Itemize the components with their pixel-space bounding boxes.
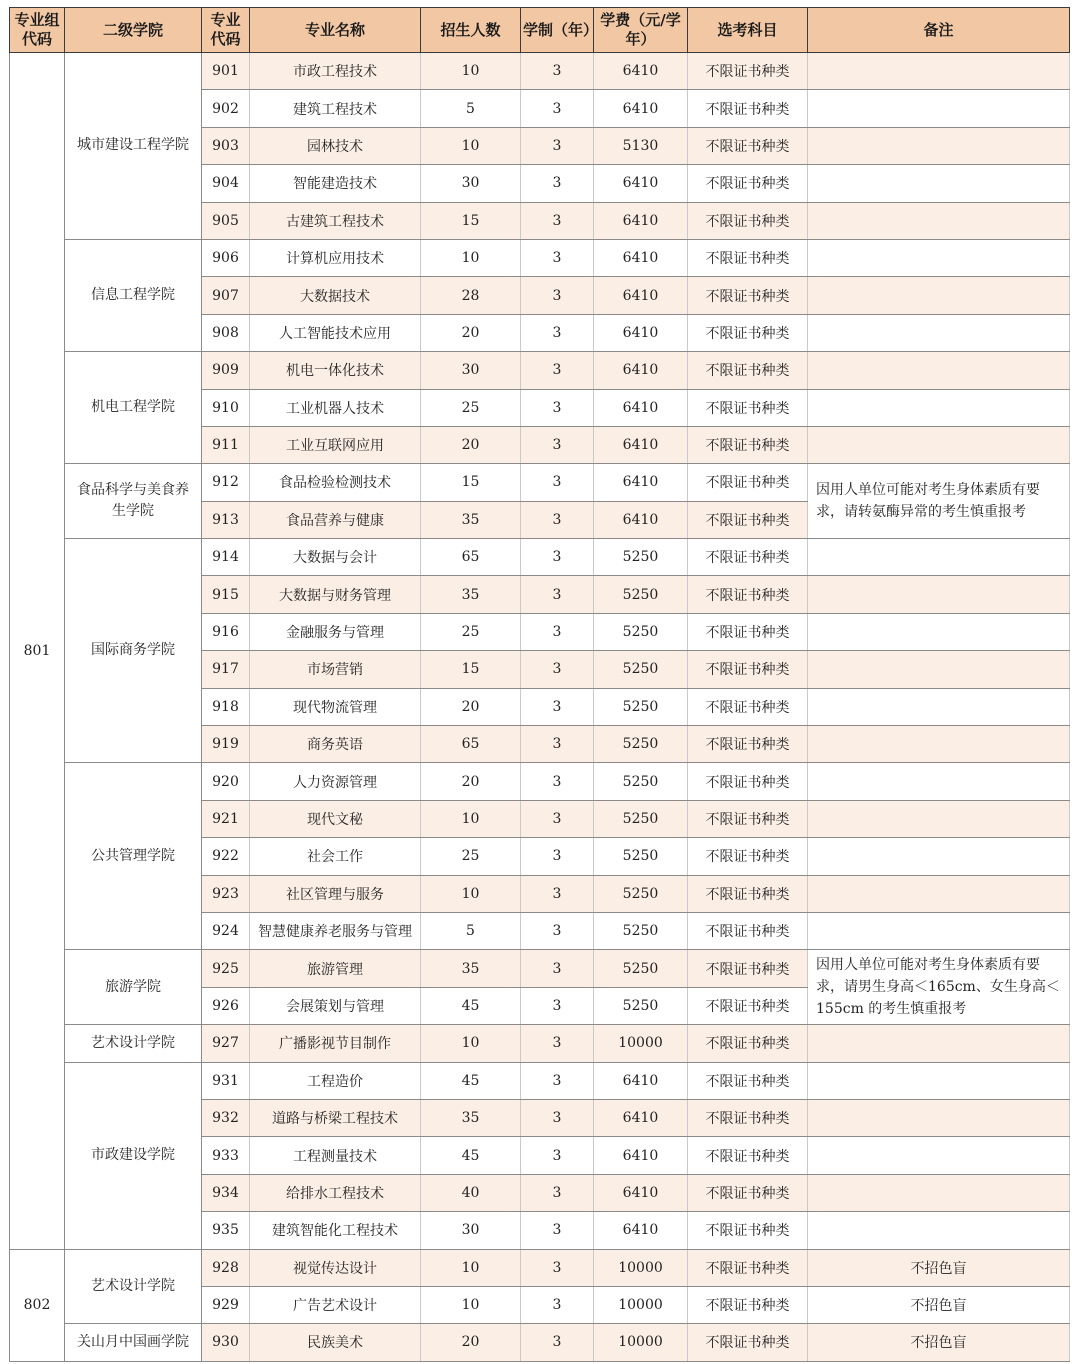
- exam-subject: 不限证书种类: [688, 651, 808, 688]
- enrollment-count: 40: [421, 1174, 521, 1211]
- college-name: 公共管理学院: [65, 763, 202, 950]
- exam-subject: 不限证书种类: [688, 950, 808, 987]
- enrollment-count: 25: [421, 613, 521, 650]
- exam-subject: 不限证书种类: [688, 838, 808, 875]
- college-name: 市政建设学院: [65, 1062, 202, 1249]
- enrollment-count: 65: [421, 726, 521, 763]
- tuition-fee: 5250: [594, 651, 688, 688]
- tuition-fee: 5250: [594, 912, 688, 949]
- exam-subject: 不限证书种类: [688, 1249, 808, 1286]
- enrollment-count: 10: [421, 53, 521, 90]
- program-code: 931: [202, 1062, 250, 1099]
- table-row: [10, 1249, 1070, 1286]
- program-name: 食品检验检测技术: [250, 464, 421, 501]
- tuition-fee: 6410: [594, 1137, 688, 1174]
- program-code: 921: [202, 800, 250, 837]
- tuition-fee: 6410: [594, 277, 688, 314]
- exam-subject: 不限证书种类: [688, 1062, 808, 1099]
- exam-subject: 不限证书种类: [688, 202, 808, 239]
- remarks: [808, 426, 1070, 463]
- program-code: 932: [202, 1099, 250, 1136]
- study-years: 3: [521, 1099, 594, 1136]
- remarks: [808, 912, 1070, 949]
- remarks: [808, 726, 1070, 763]
- program-name: 会展策划与管理: [250, 987, 421, 1024]
- program-name: 大数据与财务管理: [250, 576, 421, 613]
- college-name: 城市建设工程学院: [65, 53, 202, 240]
- exam-subject: 不限证书种类: [688, 90, 808, 127]
- program-name: 工业互联网应用: [250, 426, 421, 463]
- study-years: 3: [521, 165, 594, 202]
- enrollment-count: 10: [421, 875, 521, 912]
- program-name: 工业机器人技术: [250, 389, 421, 426]
- enrollment-plan-table: [9, 7, 1070, 1362]
- enrollment-count: 45: [421, 1137, 521, 1174]
- enrollment-count: 30: [421, 1212, 521, 1249]
- program-code: 915: [202, 576, 250, 613]
- program-code: 914: [202, 539, 250, 576]
- remarks: [808, 1025, 1070, 1062]
- exam-subject: 不限证书种类: [688, 426, 808, 463]
- exam-subject: 不限证书种类: [688, 1137, 808, 1174]
- exam-subject: 不限证书种类: [688, 464, 808, 501]
- enrollment-count: 30: [421, 165, 521, 202]
- program-name: 人工智能技术应用: [250, 314, 421, 351]
- program-name: 商务英语: [250, 726, 421, 763]
- program-name: 现代文秘: [250, 800, 421, 837]
- study-years: 3: [521, 314, 594, 351]
- program-code: 934: [202, 1174, 250, 1211]
- program-name: 社会工作: [250, 838, 421, 875]
- study-years: 3: [521, 1324, 594, 1361]
- remarks: [808, 688, 1070, 725]
- program-name: 视觉传达设计: [250, 1249, 421, 1286]
- program-code: 906: [202, 239, 250, 276]
- table-row: [10, 464, 1070, 501]
- study-years: 3: [521, 1137, 594, 1174]
- study-years: 3: [521, 688, 594, 725]
- program-code: 923: [202, 875, 250, 912]
- program-name: 园林技术: [250, 127, 421, 164]
- enrollment-count: 10: [421, 1249, 521, 1286]
- tuition-fee: 6410: [594, 1174, 688, 1211]
- exam-subject: 不限证书种类: [688, 1099, 808, 1136]
- table-row: [10, 763, 1070, 800]
- study-years: 3: [521, 127, 594, 164]
- study-years: 3: [521, 875, 594, 912]
- study-years: 3: [521, 277, 594, 314]
- study-years: 3: [521, 613, 594, 650]
- program-name: 建筑工程技术: [250, 90, 421, 127]
- group-code: 801: [10, 53, 65, 1250]
- program-code: 903: [202, 127, 250, 164]
- program-code: 927: [202, 1025, 250, 1062]
- college-name: 机电工程学院: [65, 352, 202, 464]
- program-code: 922: [202, 838, 250, 875]
- program-code: 916: [202, 613, 250, 650]
- enrollment-count: 10: [421, 800, 521, 837]
- tuition-fee: 6410: [594, 352, 688, 389]
- header-tuition: 学费（元/学年）: [594, 8, 688, 53]
- header-subject: 选考科目: [688, 8, 808, 53]
- remarks: [808, 875, 1070, 912]
- study-years: 3: [521, 1025, 594, 1062]
- tuition-fee: 6410: [594, 165, 688, 202]
- enrollment-count: 20: [421, 426, 521, 463]
- exam-subject: 不限证书种类: [688, 875, 808, 912]
- exam-subject: 不限证书种类: [688, 389, 808, 426]
- program-code: 926: [202, 987, 250, 1024]
- program-code: 928: [202, 1249, 250, 1286]
- tuition-fee: 5250: [594, 987, 688, 1024]
- program-name: 广播影视节目制作: [250, 1025, 421, 1062]
- program-code: 909: [202, 352, 250, 389]
- tuition-fee: 6410: [594, 90, 688, 127]
- table-row: [10, 1324, 1070, 1361]
- study-years: 3: [521, 1212, 594, 1249]
- study-years: 3: [521, 987, 594, 1024]
- exam-subject: 不限证书种类: [688, 277, 808, 314]
- program-name: 社区管理与服务: [250, 875, 421, 912]
- enrollment-count: 20: [421, 763, 521, 800]
- enrollment-count: 28: [421, 277, 521, 314]
- header-group-code: 专业组代码: [10, 8, 65, 53]
- program-code: 913: [202, 501, 250, 538]
- tuition-fee: 5250: [594, 688, 688, 725]
- remarks: [808, 277, 1070, 314]
- exam-subject: 不限证书种类: [688, 912, 808, 949]
- table-row: [10, 539, 1070, 576]
- program-name: 现代物流管理: [250, 688, 421, 725]
- program-code: 918: [202, 688, 250, 725]
- remarks: [808, 90, 1070, 127]
- study-years: 3: [521, 501, 594, 538]
- program-code: 925: [202, 950, 250, 987]
- remarks: [808, 763, 1070, 800]
- remarks: [808, 53, 1070, 90]
- enrollment-count: 65: [421, 539, 521, 576]
- program-name: 工程测量技术: [250, 1137, 421, 1174]
- exam-subject: 不限证书种类: [688, 314, 808, 351]
- program-name: 智慧健康养老服务与管理: [250, 912, 421, 949]
- study-years: 3: [521, 763, 594, 800]
- tuition-fee: 6410: [594, 1099, 688, 1136]
- enrollment-count: 35: [421, 1099, 521, 1136]
- program-name: 人力资源管理: [250, 763, 421, 800]
- tuition-fee: 5250: [594, 576, 688, 613]
- remarks: [808, 165, 1070, 202]
- table-row: [10, 352, 1070, 389]
- study-years: 3: [521, 352, 594, 389]
- tuition-fee: 5250: [594, 838, 688, 875]
- remarks: [808, 239, 1070, 276]
- table-header: [10, 8, 1070, 53]
- exam-subject: 不限证书种类: [688, 53, 808, 90]
- tuition-fee: 6410: [594, 464, 688, 501]
- remarks: [808, 651, 1070, 688]
- tuition-fee: 6410: [594, 1212, 688, 1249]
- remarks-note: 因用人单位可能对考生身体素质有要求，请男生身高＜165cm、女生身高＜155cm 的考生慎重报考: [808, 950, 1070, 1025]
- program-code: 905: [202, 202, 250, 239]
- enrollment-count: 45: [421, 987, 521, 1024]
- program-name: 大数据技术: [250, 277, 421, 314]
- program-name: 大数据与会计: [250, 539, 421, 576]
- study-years: 3: [521, 539, 594, 576]
- college-name: 食品科学与美食养生学院: [65, 464, 202, 539]
- table-row: [10, 950, 1070, 987]
- remarks: 不招色盲: [808, 1249, 1070, 1286]
- program-name: 机电一体化技术: [250, 352, 421, 389]
- study-years: 3: [521, 1249, 594, 1286]
- remarks: [808, 838, 1070, 875]
- enrollment-count: 25: [421, 389, 521, 426]
- remarks: 不招色盲: [808, 1286, 1070, 1323]
- tuition-fee: 5250: [594, 726, 688, 763]
- header-remarks: 备注: [808, 8, 1070, 53]
- tuition-fee: 6410: [594, 426, 688, 463]
- college-name: 旅游学院: [65, 950, 202, 1025]
- tuition-fee: 5250: [594, 763, 688, 800]
- tuition-fee: 5250: [594, 613, 688, 650]
- remarks: 不招色盲: [808, 1324, 1070, 1361]
- exam-subject: 不限证书种类: [688, 800, 808, 837]
- exam-subject: 不限证书种类: [688, 127, 808, 164]
- tuition-fee: 6410: [594, 239, 688, 276]
- program-code: 910: [202, 389, 250, 426]
- enrollment-count: 35: [421, 501, 521, 538]
- college-name: 国际商务学院: [65, 539, 202, 763]
- exam-subject: 不限证书种类: [688, 688, 808, 725]
- program-name: 计算机应用技术: [250, 239, 421, 276]
- header-duration: 学制（年）: [521, 8, 594, 53]
- exam-subject: 不限证书种类: [688, 1212, 808, 1249]
- program-code: 933: [202, 1137, 250, 1174]
- exam-subject: 不限证书种类: [688, 1025, 808, 1062]
- study-years: 3: [521, 239, 594, 276]
- study-years: 3: [521, 950, 594, 987]
- program-code: 917: [202, 651, 250, 688]
- program-code: 901: [202, 53, 250, 90]
- tuition-fee: 5250: [594, 950, 688, 987]
- enrollment-count: 5: [421, 912, 521, 949]
- enrollment-count: 10: [421, 1025, 521, 1062]
- group-code: 802: [10, 1249, 65, 1361]
- tuition-fee: 6410: [594, 53, 688, 90]
- study-years: 3: [521, 90, 594, 127]
- college-name: 艺术设计学院: [65, 1025, 202, 1062]
- table-row: [10, 1025, 1070, 1062]
- remarks: [808, 1212, 1070, 1249]
- remarks: [808, 613, 1070, 650]
- tuition-fee: 5250: [594, 800, 688, 837]
- study-years: 3: [521, 800, 594, 837]
- enrollment-count: 35: [421, 950, 521, 987]
- program-code: 930: [202, 1324, 250, 1361]
- exam-subject: 不限证书种类: [688, 613, 808, 650]
- program-code: 935: [202, 1212, 250, 1249]
- program-name: 金融服务与管理: [250, 613, 421, 650]
- study-years: 3: [521, 1174, 594, 1211]
- header-program-name: 专业名称: [250, 8, 421, 53]
- enrollment-count: 5: [421, 90, 521, 127]
- program-name: 市场营销: [250, 651, 421, 688]
- enrollment-count: 20: [421, 688, 521, 725]
- remarks: [808, 1099, 1070, 1136]
- header-program-code: 专业代码: [202, 8, 250, 53]
- enrollment-count: 20: [421, 314, 521, 351]
- program-code: 924: [202, 912, 250, 949]
- remarks: [808, 127, 1070, 164]
- tuition-fee: 10000: [594, 1025, 688, 1062]
- study-years: 3: [521, 576, 594, 613]
- tuition-fee: 10000: [594, 1286, 688, 1323]
- program-name: 工程造价: [250, 1062, 421, 1099]
- study-years: 3: [521, 389, 594, 426]
- enrollment-count: 15: [421, 464, 521, 501]
- exam-subject: 不限证书种类: [688, 726, 808, 763]
- enrollment-count: 30: [421, 352, 521, 389]
- table-row: [10, 239, 1070, 276]
- tuition-fee: 5130: [594, 127, 688, 164]
- exam-subject: 不限证书种类: [688, 352, 808, 389]
- remarks: [808, 352, 1070, 389]
- enrollment-count: 45: [421, 1062, 521, 1099]
- program-code: 904: [202, 165, 250, 202]
- exam-subject: 不限证书种类: [688, 1174, 808, 1211]
- header-college: 二级学院: [65, 8, 202, 53]
- exam-subject: 不限证书种类: [688, 501, 808, 538]
- table-row: [10, 1062, 1070, 1099]
- program-name: 古建筑工程技术: [250, 202, 421, 239]
- remarks: [808, 800, 1070, 837]
- program-name: 建筑智能化工程技术: [250, 1212, 421, 1249]
- exam-subject: 不限证书种类: [688, 539, 808, 576]
- tuition-fee: 5250: [594, 539, 688, 576]
- enrollment-count: 10: [421, 1286, 521, 1323]
- program-name: 旅游管理: [250, 950, 421, 987]
- enrollment-count: 20: [421, 1324, 521, 1361]
- college-name: 信息工程学院: [65, 239, 202, 351]
- exam-subject: 不限证书种类: [688, 1286, 808, 1323]
- college-name: 艺术设计学院: [65, 1249, 202, 1324]
- study-years: 3: [521, 1286, 594, 1323]
- exam-subject: 不限证书种类: [688, 763, 808, 800]
- enrollment-count: 35: [421, 576, 521, 613]
- program-code: 902: [202, 90, 250, 127]
- college-name: 关山月中国画学院: [65, 1324, 202, 1361]
- enrollment-count: 10: [421, 239, 521, 276]
- tuition-fee: 5250: [594, 875, 688, 912]
- tuition-fee: 10000: [594, 1324, 688, 1361]
- program-name: 食品营养与健康: [250, 501, 421, 538]
- exam-subject: 不限证书种类: [688, 576, 808, 613]
- enrollment-count: 15: [421, 202, 521, 239]
- tuition-fee: 6410: [594, 202, 688, 239]
- tuition-fee: 6410: [594, 1062, 688, 1099]
- tuition-fee: 6410: [594, 501, 688, 538]
- program-name: 道路与桥梁工程技术: [250, 1099, 421, 1136]
- program-name: 智能建造技术: [250, 165, 421, 202]
- table-body: [10, 53, 1070, 1362]
- study-years: 3: [521, 464, 594, 501]
- remarks: [808, 1137, 1070, 1174]
- program-name: 给排水工程技术: [250, 1174, 421, 1211]
- program-code: 919: [202, 726, 250, 763]
- enrollment-count: 10: [421, 127, 521, 164]
- program-name: 广告艺术设计: [250, 1286, 421, 1323]
- remarks: [808, 1174, 1070, 1211]
- tuition-fee: 6410: [594, 389, 688, 426]
- program-name: 市政工程技术: [250, 53, 421, 90]
- study-years: 3: [521, 912, 594, 949]
- study-years: 3: [521, 838, 594, 875]
- study-years: 3: [521, 726, 594, 763]
- tuition-fee: 6410: [594, 314, 688, 351]
- study-years: 3: [521, 651, 594, 688]
- study-years: 3: [521, 202, 594, 239]
- header-enrollment: 招生人数: [421, 8, 521, 53]
- enrollment-count: 15: [421, 651, 521, 688]
- program-code: 912: [202, 464, 250, 501]
- program-code: 929: [202, 1286, 250, 1323]
- remarks: [808, 539, 1070, 576]
- program-code: 907: [202, 277, 250, 314]
- study-years: 3: [521, 426, 594, 463]
- remarks: [808, 389, 1070, 426]
- remarks: [808, 576, 1070, 613]
- exam-subject: 不限证书种类: [688, 239, 808, 276]
- study-years: 3: [521, 1062, 594, 1099]
- exam-subject: 不限证书种类: [688, 165, 808, 202]
- program-code: 920: [202, 763, 250, 800]
- remarks: [808, 314, 1070, 351]
- header-row: [10, 8, 1070, 53]
- table-row: [10, 53, 1070, 90]
- tuition-fee: 10000: [594, 1249, 688, 1286]
- study-years: 3: [521, 53, 594, 90]
- remarks: [808, 202, 1070, 239]
- program-code: 911: [202, 426, 250, 463]
- exam-subject: 不限证书种类: [688, 987, 808, 1024]
- remarks-note: 因用人单位可能对考生身体素质有要求，请转氨酶异常的考生慎重报考: [808, 464, 1070, 539]
- enrollment-count: 25: [421, 838, 521, 875]
- exam-subject: 不限证书种类: [688, 1324, 808, 1361]
- remarks: [808, 1062, 1070, 1099]
- program-code: 908: [202, 314, 250, 351]
- program-name: 民族美术: [250, 1324, 421, 1361]
